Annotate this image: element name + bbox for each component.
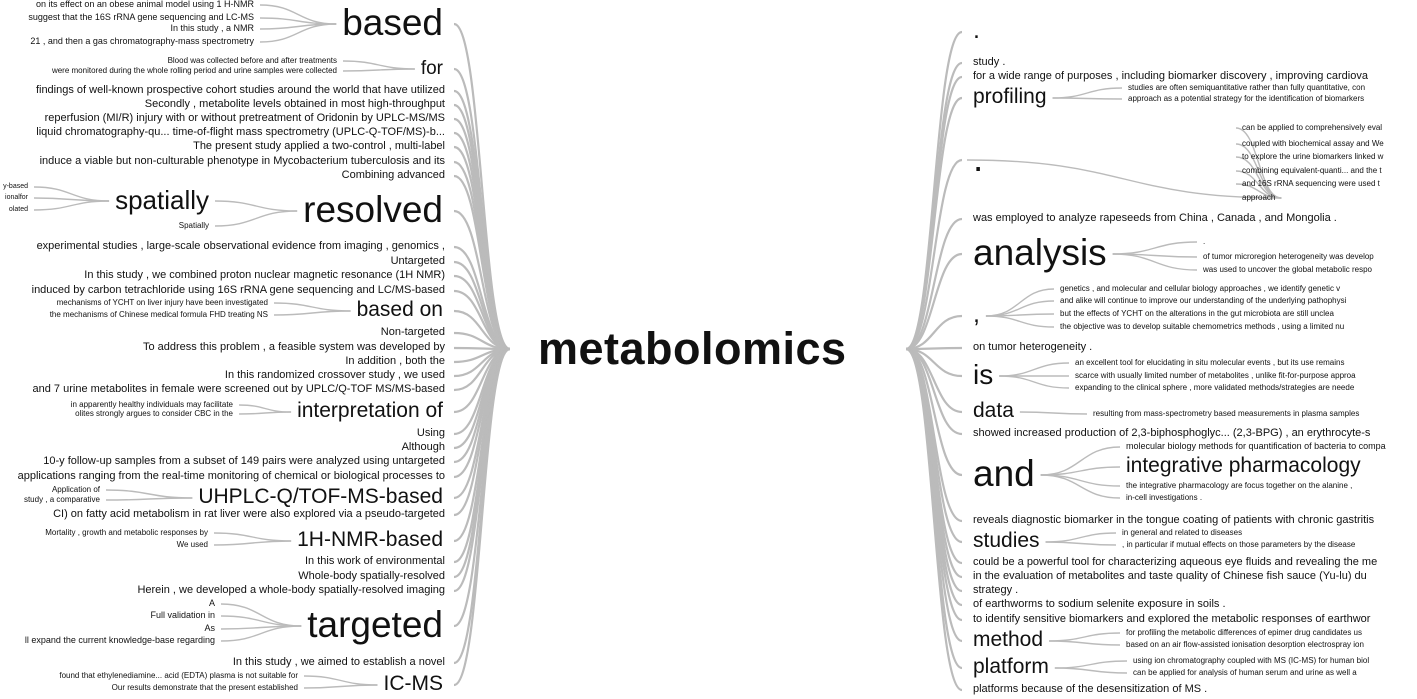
right-branch-phrase[interactable]: data [973,399,1014,423]
branch-line [34,201,109,210]
right-branch-phrase[interactable]: scarce with usually limited number of metabolites , unlike fit-for-purpose approa [1075,370,1356,380]
left-branch-phrase[interactable]: Spatially [178,220,209,230]
branch-line [106,498,192,500]
left-branch-phrase[interactable]: ionalfor [5,194,28,202]
left-branch-phrase[interactable]: Untargeted [390,254,445,267]
right-branch-phrase[interactable]: resulting from mass-spectrometry based measurements in plasma samples [1093,408,1360,418]
right-branch-phrase[interactable]: showed increased production of 2,3-biphosphoglyc... (2,3-BPG) , an erythrocyte-s [973,426,1371,439]
right-branch-phrase[interactable]: combining equivalent-quanti... and the t [1242,165,1382,175]
left-branch-phrase[interactable]: based on [356,298,443,322]
right-branch-phrase[interactable]: was employed to analyze rapeseeds from China , Canada , and Mongolia . [973,211,1337,224]
right-branch-phrase[interactable]: and [973,452,1035,494]
left-branch-phrase[interactable]: induced by carbon tetrachloride using 16S rRNA gene sequencing and LC/MS-based [31,283,445,296]
branch-line [260,18,336,24]
left-branch-phrase[interactable]: Whole-body spatially-resolved [298,569,445,582]
right-branch-phrase[interactable]: platform [973,655,1049,679]
left-branch-phrase[interactable]: In this study , we aimed to establish a novel [232,655,445,668]
left-branch-phrase[interactable]: CI) on fatty acid metabolism in rat liver were also explored via a pseudo-targeted [53,507,445,520]
left-branch-phrase[interactable]: for [420,57,443,79]
right-branch-phrase[interactable]: analysis [973,231,1107,273]
branch-line [1053,88,1122,98]
left-branch-phrase[interactable]: Blood was collected before and after treatments [167,55,337,65]
branch-line [999,363,1069,376]
left-branch-phrase[interactable]: findings of well-known prospective cohort studies around the world that have utilized [35,83,445,96]
left-branch-phrase[interactable]: 21 , and then a gas chromatography-mass spectrometry [30,36,254,47]
right-branch-phrase[interactable]: of tumor microregion heterogeneity was develop [1203,251,1374,261]
branch-line [221,616,301,626]
left-branch-phrase[interactable]: Secondly , metabolite levels obtained in most high-throughput [144,97,445,110]
branch-line [239,412,291,414]
branch-line [343,69,415,71]
left-branch-phrase[interactable]: As [204,623,215,634]
branch-line [986,316,1054,327]
left-branch-phrase[interactable]: the mechanisms of Chinese medical formula FHD treating NS [49,309,268,319]
right-branch-phrase[interactable]: strategy . [973,583,1019,596]
right-branch-phrase[interactable]: coupled with biochemical assay and We [1242,138,1384,148]
right-branch-phrase[interactable]: can be applied to comprehensively eval [1242,122,1383,132]
branch-line [34,198,109,201]
left-branch-phrase[interactable]: We used [176,539,208,549]
left-branch-phrase[interactable]: olites strongly argues to consider CBC in the [75,408,233,418]
right-branch-phrase[interactable]: approach as a potential strategy for the identification of biomarkers [1128,93,1365,103]
left-branch-phrase[interactable]: interpretation of [297,399,443,423]
left-branch-phrase[interactable]: induce a viable but non-culturable phenotype in Mycobacterium tuberculosis and its [39,154,445,167]
right-branch-phrase[interactable]: . [1203,236,1206,246]
branch-line [239,405,291,412]
left-branch-phrase[interactable]: were monitored during the whole rolling period and urine samples were collected [51,65,337,75]
left-branch-phrase[interactable]: Combining advanced [341,168,445,181]
right-branch-phrase[interactable]: using ion chromatography coupled with MS (IC-MS) for human biol [1133,655,1370,665]
right-branch-phrase[interactable]: studies are often semiquantitative rather than fully quantitative, con [1128,82,1366,92]
right-branch-phrase[interactable]: could be a powerful tool for characterizing aqueous eye fluids and revealing the me [973,555,1378,568]
left-branch-phrase[interactable]: applications ranging from the real-time monitoring of chemical or biological processes to [17,469,445,482]
right-branch-phrase[interactable]: for profiling the metabolic differences of epimer drug candidates us [1126,627,1362,637]
left-branch-phrase[interactable]: resolved [303,188,443,230]
right-branch-phrase[interactable]: based on an air flow-assisted ionisation desorption electrospray ion [1126,639,1364,649]
left-branch-phrase[interactable]: and 7 urine metabolites in female were screened out by UPLC/Q-TOF MS/MS-based [32,382,445,395]
branch-line [274,311,351,315]
right-branch-phrase[interactable]: to explore the urine biomarkers linked w [1242,151,1384,161]
right-branch-phrase[interactable]: in the evaluation of metabolites and taste quality of Chinese fish sauce (Yu-lu) du [973,569,1367,582]
branch-line [999,376,1069,388]
branch-line [906,219,962,349]
left-branch-phrase[interactable]: based [342,1,443,43]
left-branch-phrase[interactable]: To address this problem , a feasible system was developed by [142,340,445,353]
left-branch-phrase[interactable]: olated [8,206,28,214]
branch-line [214,533,291,541]
right-branch-phrase[interactable]: reveals diagnostic biomarker in the tongue coating of patients with chronic gastritis [973,513,1375,526]
right-branch-phrase[interactable]: of earthworms to sodium selenite exposure in soils . [973,597,1226,610]
root-word[interactable]: metabolomics [538,323,847,374]
right-branch-phrase[interactable]: is [973,358,994,390]
left-branch-phrase[interactable]: Application of [51,484,100,494]
left-branch-phrase[interactable]: In this work of environmental [304,554,445,567]
right-branch-phrase[interactable]: the integrative pharmacology are focus together on the alanine , [1126,480,1353,490]
left-branch-phrase[interactable]: Using [416,426,445,439]
branch-line [1041,475,1120,486]
left-branch-phrase[interactable]: study , a comparative [23,494,100,504]
right-branch-phrase[interactable]: expanding to the clinical sphere , more validated methods/strategies are neede [1075,382,1355,392]
left-branch-phrase[interactable]: A [208,598,215,609]
right-branch-phrase[interactable]: was used to uncover the global metabolic respo [1203,264,1372,274]
left-branch-phrase[interactable]: experimental studies , large-scale observational evidence from imaging , genomics , [36,239,445,252]
left-branch-phrase[interactable]: In this study , we combined proton nuclear magnetic resonance (1H NMR) [84,268,445,281]
right-branch-phrase[interactable]: approach [1242,192,1276,202]
right-branch-phrase[interactable]: , in particular if mutual effects on those parameters by the disease [1122,539,1356,549]
left-branch-phrase[interactable]: Full validation in [150,610,215,621]
right-branch-phrase[interactable]: genetics , and molecular and cellular biology approaches , we identify genetic v [1060,283,1341,293]
right-branch-phrase[interactable]: studies [973,529,1040,553]
branch-line [1020,412,1087,414]
branch-line [1113,242,1197,254]
left-branch-phrase[interactable]: in apparently healthy individuals may facilitate [70,399,233,409]
right-branch-phrase[interactable]: on tumor heterogeneity . [973,340,1093,353]
right-branch-phrase[interactable]: . [973,137,984,179]
branch-line [1049,633,1120,641]
right-branch-phrase[interactable]: an excellent tool for elucidating in situ molecular events , but its use remains [1075,357,1345,367]
right-branch-phrase[interactable]: . [973,16,980,45]
right-branch-phrase[interactable]: to identify sensitive biomarkers and explored the metabolic responses of earthwor [973,612,1371,625]
branch-line [221,604,301,626]
left-branch-phrase[interactable]: liquid chromatography-qu... time-of-flight mass spectrometry (UPLC-Q-TOF/MS)-b... [36,125,445,138]
branch-line [906,349,962,690]
right-branch-phrase[interactable]: in-cell investigations . [1126,492,1203,502]
right-branch-phrase[interactable]: in general and related to diseases [1122,527,1243,537]
right-branch-phrase[interactable]: for a wide range of purposes , including biomarker discovery , improving cardiova [973,69,1368,82]
branch-line [214,541,291,545]
left-branch-phrase[interactable]: Herein , we developed a whole-body spatially-resolved imaging [137,583,445,596]
branch-line [343,61,415,69]
right-branch-phrase[interactable]: and 16S rRNA sequencing were used t [1242,178,1380,188]
left-branch-phrase[interactable]: In this randomized crossover study , we used [224,368,445,381]
branch-line [1046,542,1116,545]
branch-line [215,201,297,211]
branch-line [215,211,297,226]
branch-line [304,676,378,685]
left-branch-phrase[interactable]: found that ethylenediamine... acid (EDTA) plasma is not suitable for [59,670,298,680]
right-branch-phrase[interactable]: but the effects of YCHT on the alterations in the gut microbiota are still unclea [1060,308,1334,318]
left-branch-phrase[interactable]: ll expand the current knowledge-base regarding [24,635,215,646]
left-branch-phrase[interactable]: targeted [307,603,443,645]
left-branch-phrase[interactable]: Our results demonstrate that the present established [111,682,298,692]
branch-line [304,685,378,688]
right-branch-phrase[interactable]: the objective was to develop suitable chemometrics methods , using a limited nu [1060,321,1345,331]
right-branch-phrase[interactable]: method [973,628,1044,652]
branch-line [1053,98,1122,99]
right-branch-phrase[interactable]: study . [973,55,1006,68]
right-branch-phrase[interactable]: platforms because of the desensitization of MS . [973,682,1208,695]
left-branch-phrase[interactable]: The present study applied a two-control , multi-label [193,139,445,152]
right-branch-phrase[interactable]: profiling [973,85,1047,109]
left-branch-phrase[interactable]: In addition , both the [345,354,445,367]
right-branch-phrase[interactable]: can be applied for analysis of human serum and urine as well a [1133,667,1357,677]
branch-line [1055,668,1127,673]
branch-line [967,160,1281,198]
right-branch-phrase[interactable]: , [973,300,980,329]
left-branch-phrase[interactable]: Mortality , growth and metabolic responses by [45,527,208,537]
branch-line [274,303,351,311]
left-branch-phrase[interactable]: UHPLC-Q/TOF-MS-based [198,485,443,509]
left-branch-phrase[interactable]: 1H-NMR-based [297,528,443,552]
left-branch-phrase[interactable]: y-based [3,183,28,191]
branch-line [1055,661,1127,668]
right-branch-phrase[interactable]: and alike will continue to improve our understanding of the underlying pathophysi [1060,295,1347,305]
left-branch-phrase[interactable]: reperfusion (MI/R) injury with or without pretreatment of Oridonin by UPLC-MS/MS [44,111,445,124]
left-branch-phrase[interactable]: Non-targeted [380,325,445,338]
left-branch-phrase[interactable]: suggest that the 16S rRNA gene sequencing and LC-MS [28,12,254,23]
branch-line [1049,641,1120,645]
right-branch-phrase[interactable]: molecular biology methods for quantification of bacteria to compa [1126,441,1386,452]
left-branch-phrase[interactable]: IC-MS [383,672,443,696]
branch-line [106,490,192,498]
left-branch-phrase[interactable]: spatially [115,184,209,215]
branch-line [1046,533,1116,542]
left-branch-phrase[interactable]: In this study , a NMR [170,23,254,34]
left-branch-phrase[interactable]: mechanisms of YCHT on liver injury have been investigated [56,297,268,307]
left-branch-phrase[interactable]: on its effect on an obese animal model using 1 H-NMR [36,0,254,10]
left-branch-phrase[interactable]: 10-y follow-up samples from a subset of 149 pairs were analyzed using untargeted [43,454,445,467]
branch-line [906,77,962,349]
right-branch-phrase[interactable]: integrative pharmacology [1126,454,1361,478]
left-branch-phrase[interactable]: Although [401,440,445,453]
branch-line [1041,475,1120,498]
branch-line [986,289,1054,316]
